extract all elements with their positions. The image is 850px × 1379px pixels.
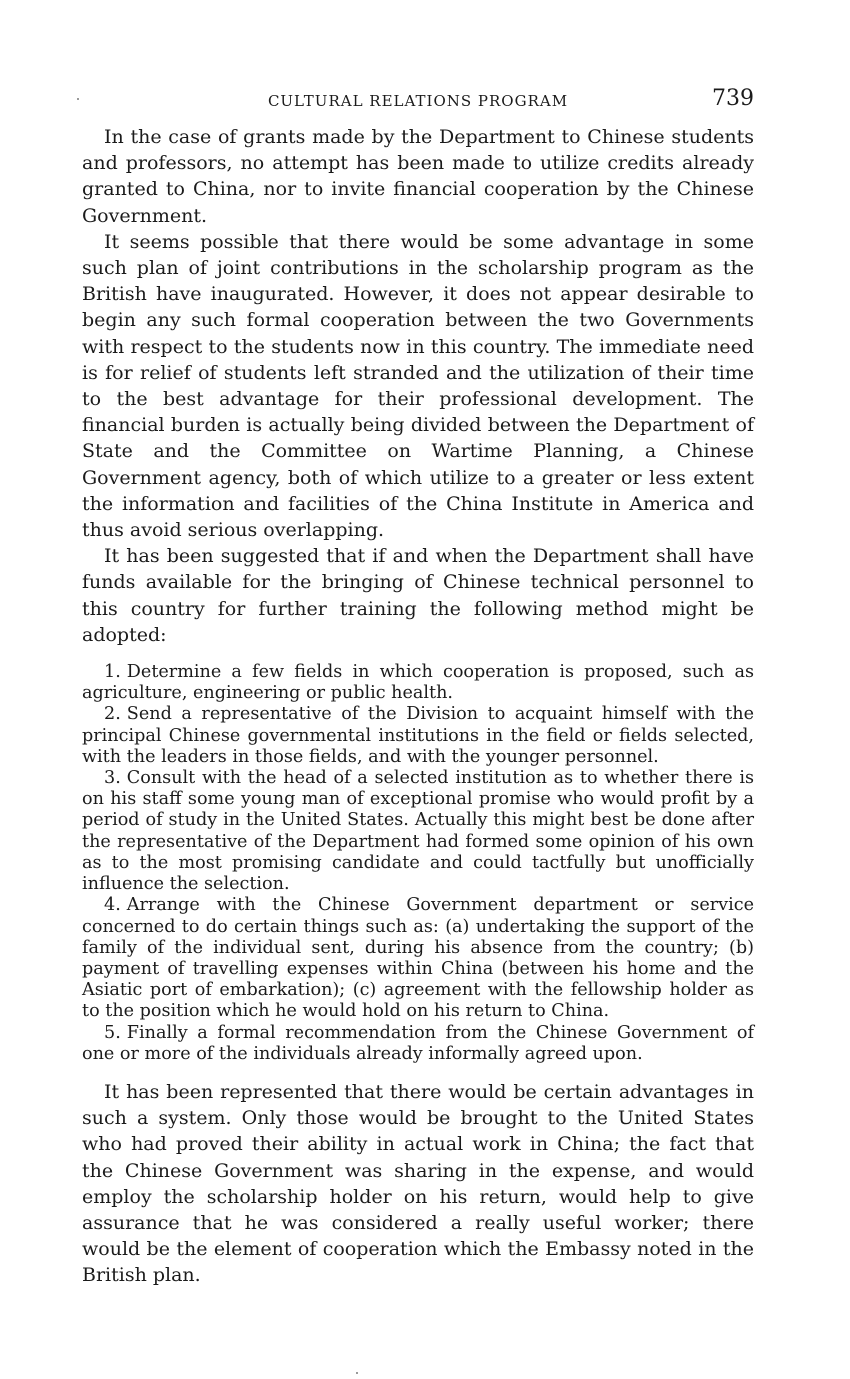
paragraph-suggested-method: It has been suggested that if and when the Department shall have funds available for the bringing of Chinese technical personnel to this country for further training the following method might be adopted: [82,545,754,646]
list-item-text: Arrange with the Chinese Government department or service concerned to do certain things such as: (a) undertaking the support of the family of the individual sent, during his absence from the country; (b) payment of travelling expenses within China (between his home and the Asiatic port of embarkation); (c) agreement with the fellowship holder as to the position which he would hold on his return to China. [82,895,754,1022]
paragraph-joint-contributions: It seems possible that there would be some advantage in some such plan of joint contributions in the scholarship program as the British have inaugurated. However, it does not appear desirable to begin any such formal cooperation between the two Governments with respect to the students now in this country. The immediate need is for relief of students left stranded and the utilization of their time to the best advantage for their professional development. The financial burden is actually being divided between the Department of State and the Committee on Wartime Planning, a Chinese Government agency, both of which utilize to a greater or less extent the information and facilities of the China Institute in America and thus avoid serious overlapping. [82,230,754,542]
list-item [82,895,754,1022]
list-item-number: 3. [104,768,121,789]
list-item-number: 4. [104,895,121,916]
list-item-number: 5. [104,1022,121,1043]
list-item-text: Send a representative of the Division to acquaint himself with the principal Chinese governmental institutions in the field or fields selected, with the leaders in those fields, and with the younger personnel. [82,704,754,767]
paragraph-advantages: It has been represented that there would be certain advantages in such a system. Only those would be brought to the United States who had proved their ability in actual work in China; the fact that the Chinese Government was sharing in the expense, and would employ the scholarship holder on his return, would help to give assurance that he was considered a really useful worker; there would be the element of cooperation which the Embassy noted in the British plan. [82,1080,754,1287]
list-item-number: 2. [104,704,121,725]
page-number: 739 [712,86,754,111]
body-text [82,124,754,1289]
list-item-number: 1. [104,662,121,683]
list-item [82,704,754,768]
proposal-steps-list [82,662,754,1065]
stray-ink-dot [77,98,79,100]
stray-ink-dot [356,1372,358,1374]
running-head [82,84,754,124]
document-page [82,84,754,1289]
list-item [82,768,754,895]
list-item-text: Consult with the head of a selected institution as to whether there is on his staff some young man of exceptional promise who would profit by a period of study in the United States. Actually this might best be done after the representative of the Department had formed some opinion of his own as to the most promising candidate and could tactfully but unofficially influence the selection. [82,768,754,895]
paragraph-grants: In the case of grants made by the Department to Chinese students and professors, no attempt has been made to utilize credits already granted to China, nor to invite financial cooperation by the Chinese Government. [82,126,754,227]
list-item [82,662,754,704]
list-item-text: Finally a formal recommendation from the Chinese Government of one or more of the individuals already informally agreed upon. [82,1022,754,1064]
list-item-text: Determine a few fields in which cooperation is proposed, such as agriculture, engineering or public health. [82,662,754,704]
list-item [82,1023,754,1065]
running-title: CULTURAL RELATIONS PROGRAM [267,92,569,110]
